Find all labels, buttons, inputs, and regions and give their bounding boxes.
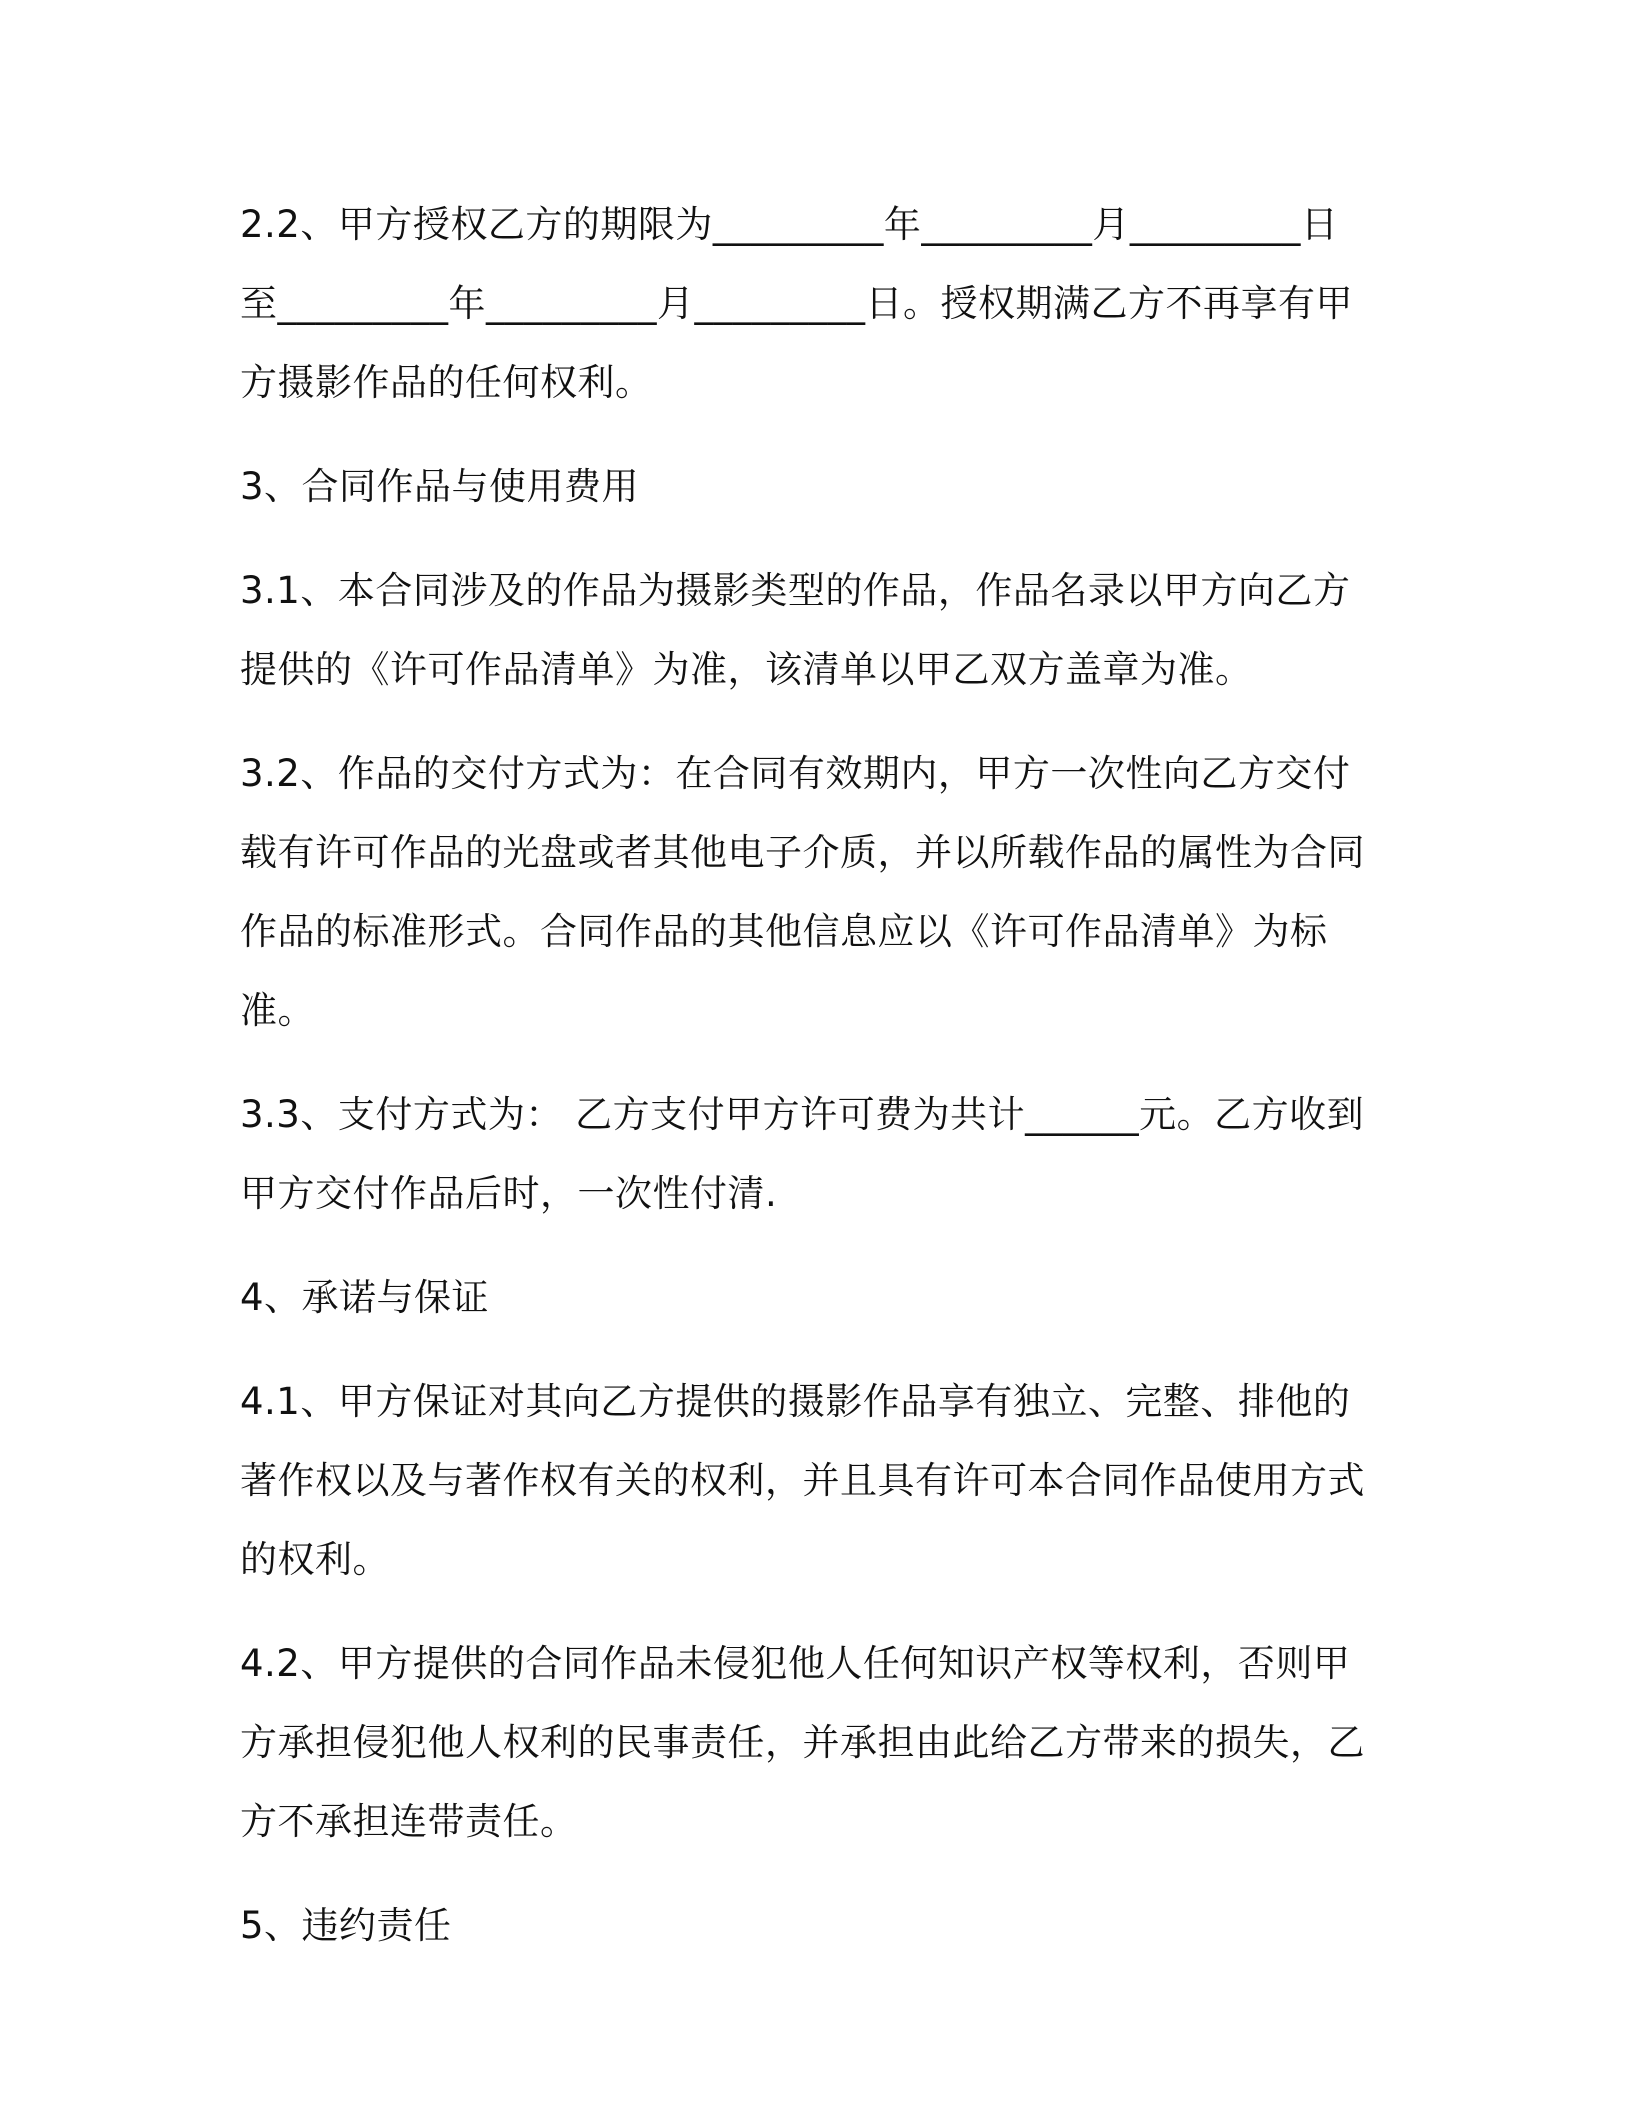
clause-4-1: 4.1、甲方保证对其向乙方提供的摄影作品享有独立、完整、排他的著作权以及与著作权有关的权利，并且具有许可本合同作品使用方式的权利。: [240, 1380, 1365, 1581]
clause-3-2: 3.2、作品的交付方式为：在合同有效期内，甲方一次性向乙方交付载有许可作品的光盘或者其他电子介质，并以所载作品的属性为合同作品的标准形式。合同作品的其他信息应以《许可作品清单》为标准。: [240, 752, 1365, 1032]
section-heading-4: 4、承诺与保证: [240, 1276, 490, 1319]
clause-3-3: 3.3、支付方式为： 乙方支付甲方许可费为共计______元。乙方收到甲方交付作品后时，一次性付清.: [240, 1093, 1365, 1215]
clause-4-2: 4.2、甲方提供的合同作品未侵犯他人任何知识产权等权利，否则甲方承担侵犯他人权利的民事责任，并承担由此给乙方带来的损失，乙方不承担连带责任。: [240, 1642, 1365, 1843]
section-heading-3: 3、合同作品与使用费用: [240, 465, 640, 508]
clause-3-1: 3.1、本合同涉及的作品为摄影类型的作品，作品名录以甲方向乙方提供的《许可作品清单》为准，该清单以甲乙双方盖章为准。: [240, 569, 1351, 691]
clause-2-2: 2.2、甲方授权乙方的期限为_________年_________月_________日至_________年_________月_________日。授权期满乙方不再享有甲方摄影作品的任何权利。: [240, 203, 1353, 404]
section-heading-5: 5、违约责任: [240, 1904, 452, 1947]
document-body: [240, 185, 1370, 1990]
